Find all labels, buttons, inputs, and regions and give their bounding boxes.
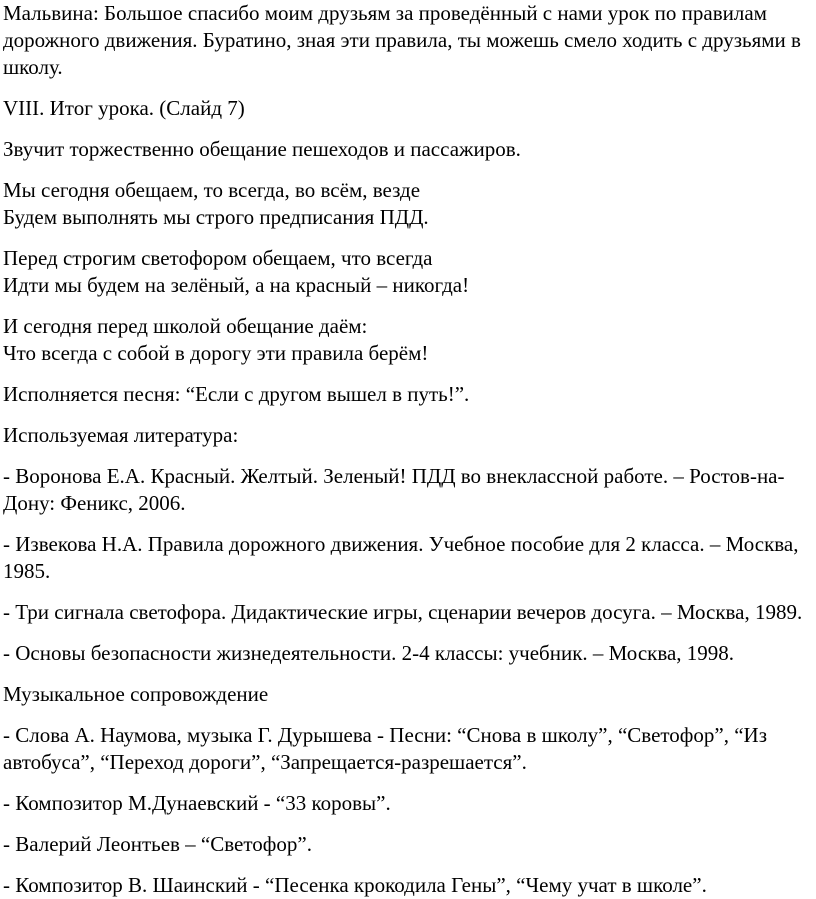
stanza-line: Мы сегодня обещаем, то всегда, во всём, везде	[3, 178, 421, 202]
intro-paragraph: Мальвина: Большое спасибо моим друзьям за проведённый с нами урок по правилам дорожного движения. Буратино, зная эти правила, ты можешь смело ходить с друзьями в школу.	[3, 1, 801, 79]
literature-item: - Основы безопасности жизнедеятельности. 2-4 классы: учебник. – Москва, 1998.	[3, 641, 735, 665]
stanza-line: Идти мы будем на зелёный, а на красный – никогда!	[3, 273, 470, 297]
stanza-line: Перед строгим светофором обещаем, что всегда	[3, 246, 433, 270]
literature-item: - Воронова Е.А. Красный. Желтый. Зеленый! ПДД во внеклассной работе. – Ростов-на-Дону: Феникс, 2006.	[3, 464, 785, 515]
stanza-line: И сегодня перед школой обещание даём:	[3, 314, 368, 338]
song-paragraph: Исполняется песня: “Если с другом вышел в путь!”.	[3, 382, 470, 406]
music-item: - Композитор В. Шаинский - “Песенка крокодила Гены”, “Чему учат в школе”.	[3, 873, 707, 897]
oath-intro: Звучит торжественно обещание пешеходов и пассажиров.	[3, 137, 521, 161]
music-heading: Музыкальное сопровождение	[3, 682, 269, 706]
stanza-1	[3, 177, 804, 231]
stanza-line: Будем выполнять мы строго предписания ПДД.	[3, 205, 429, 229]
music-item: - Композитор М.Дунаевский - “33 коровы”.	[3, 791, 391, 815]
literature-heading: Используемая литература:	[3, 423, 239, 447]
stanza-line: Что всегда с собой в дорогу эти правила берём!	[3, 341, 429, 365]
music-item: - Валерий Леонтьев – “Светофор”.	[3, 832, 312, 856]
stanza-2	[3, 245, 804, 299]
music-item: - Слова А. Наумова, музыка Г. Дурышева - Песни: “Снова в школу”, “Светофор”, “Из автобуса”, “Переход дороги”, “Запрещается-разрешается”.	[3, 723, 768, 774]
literature-item: - Извекова Н.А. Правила дорожного движения. Учебное пособие для 2 класса. – Москва, 1985.	[3, 532, 799, 583]
literature-item: - Три сигнала светофора. Дидактические игры, сценарии вечеров досуга. – Москва, 1989.	[3, 600, 803, 624]
stanza-3	[3, 313, 804, 367]
section-heading: VIII. Итог урока. (Слайд 7)	[3, 96, 245, 120]
